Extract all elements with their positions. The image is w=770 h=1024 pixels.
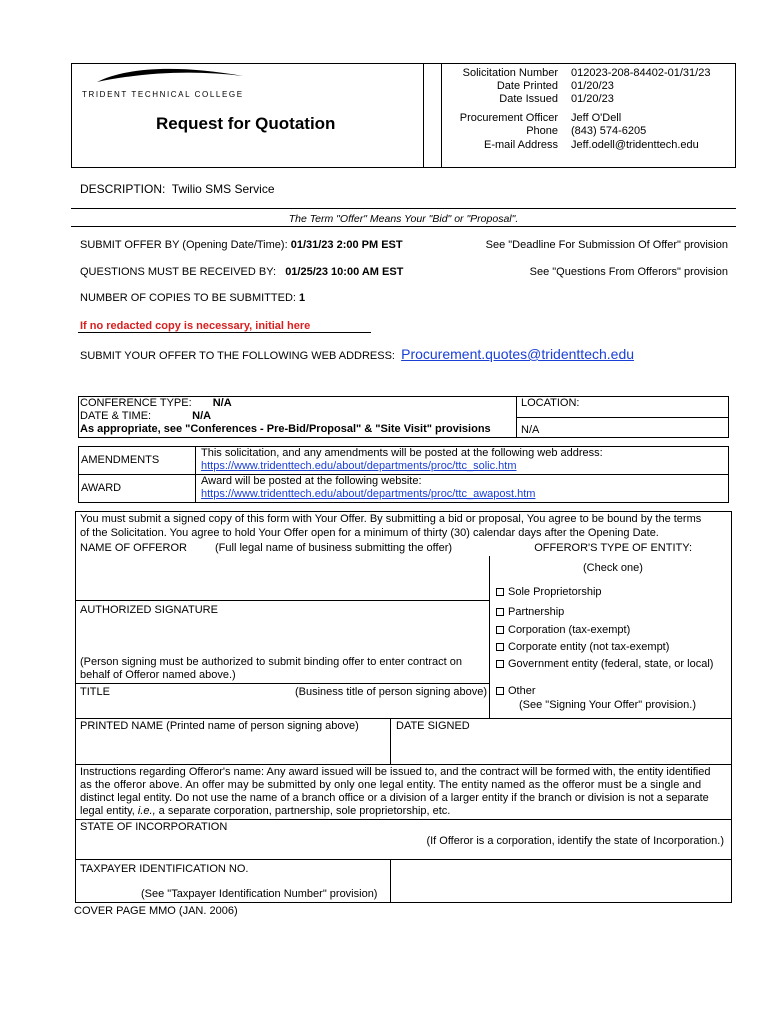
rule [75,859,732,860]
redacted-note: If no redacted copy is necessary, initial here [80,320,311,332]
conference-type-label: CONFERENCE TYPE: [80,397,192,409]
page-title: Request for Quotation [156,114,336,133]
entity-option-corporate-entity[interactable] [496,641,669,654]
copies-label: NUMBER OF COPIES TO BE SUBMITTED: [80,292,296,304]
entity-option-other[interactable] [496,685,536,698]
email-value: Jeff.odell@tridenttech.edu [571,139,699,151]
location-rule [516,417,729,418]
printed-name-field[interactable] [78,734,388,762]
initial-line[interactable] [78,332,371,333]
copies-value: 1 [299,292,306,304]
conference-note: As appropriate, see "Conferences - Pre-Bid/Proposal" & "Site Visit" provisions [80,423,491,435]
questions-deadline [80,266,403,279]
authorized-signature-label: AUTHORIZED SIGNATURE [80,604,218,616]
conference-date-value: N/A [192,410,212,422]
amendments-label: AMENDMENTS [81,454,160,466]
submit-by-label: SUBMIT OFFER BY (Opening Date/Time): [80,239,288,251]
rule [75,718,732,719]
award-text: Award will be posted at the following website: [201,475,422,487]
entity-option-label: Partnership [508,606,565,618]
signature-hint-2: behalf of Offeror named above.) [80,669,236,681]
signed-copy-notice-1: You must submit a signed copy of this form with Your Offer. By submitting a bid or proposal, You agree to be bound by the terms [80,513,702,525]
instructions-post: a separate corporation, partnership, sole proprietorship, etc. [155,805,451,817]
entity-option-government[interactable] [496,658,713,671]
conference-type-value: N/A [212,397,232,409]
taxpayer-label: TAXPAYER IDENTIFICATION NO. [80,863,249,875]
submit-by [80,239,403,252]
instructions-pre: legal entity, [80,805,138,817]
rule [71,226,736,227]
instructions-3: distinct legal entity. Do not use the name of a branch office or a division of a larger entity if the branch or division is not a separate [80,792,709,804]
rule [75,819,732,820]
checkbox-icon [496,626,504,634]
questions-label: QUESTIONS MUST BE RECEIVED BY: [80,266,277,278]
date-printed-value: 01/20/23 [571,80,614,92]
signature-hint-1: (Person signing must be authorized to submit binding offer to enter contract on [80,656,462,668]
entity-option-label: Corporate entity (not tax-exempt) [508,641,670,653]
description [80,183,275,196]
amendments-link[interactable]: https://www.tridenttech.edu/about/departments/proc/ttc_solic.htm [201,460,517,472]
taxpayer-field[interactable] [78,876,388,888]
checkbox-icon [496,643,504,651]
solicitation-number-value: 012023-208-84402-01/31/23 [571,67,711,79]
location-label: LOCATION: [521,397,580,409]
date-signed-label: DATE SIGNED [396,720,470,732]
submit-address [80,348,634,363]
name-of-offeror-label: NAME OF OFFEROR [80,542,187,554]
instructions-italic: i.e., [137,805,156,817]
solicitation-number-label: Solicitation Number [462,67,558,79]
name-of-offeror-field[interactable] [78,556,488,600]
conference-date-label: DATE & TIME: [80,410,152,422]
questions-note: See "Questions From Offerors" provision [529,266,728,278]
rule [75,683,489,684]
submit-address-link[interactable]: Procurement.quotes@tridenttech.edu [401,346,635,362]
state-label: STATE OF INCORPORATION [80,821,228,833]
title-hint: (Business title of person signing above) [295,686,487,698]
date-issued-label: Date Issued [499,93,558,105]
location-value: N/A [521,424,540,436]
instructions-2: as the offeror above. An offer may be submitted by only one legal entity. The entity named as the offeror must be a single and [80,779,702,791]
entity-divider [489,556,490,718]
rule [75,600,489,601]
header-divider-2 [441,63,442,168]
conference-date [80,410,211,423]
date-issued-value: 01/20/23 [571,93,614,105]
instructions-4 [80,805,450,818]
award-link[interactable]: https://www.tridenttech.edu/about/departments/proc/ttc_awapost.htm [201,488,536,500]
checkbox-icon [496,588,504,596]
rule [71,208,736,209]
entity-title: OFFEROR'S TYPE OF ENTITY: [534,542,692,554]
procurement-officer-label: Procurement Officer [459,112,558,124]
state-field[interactable] [78,835,728,857]
entity-option-label: Sole Proprietorship [508,586,602,598]
checkbox-icon [496,660,504,668]
entity-option-partnership[interactable] [496,606,564,619]
description-label: DESCRIPTION: [80,182,166,196]
entity-option-label: Other [508,685,536,697]
amendments-text: This solicitation, and any amendments will be posted at the following web address: [201,447,603,459]
entity-option-label: Corporation (tax-exempt) [508,624,631,636]
entity-option-sole-proprietorship[interactable] [496,586,602,599]
email-label: E-mail Address [484,139,558,151]
printed-name-divider [390,718,391,764]
rule [75,764,732,765]
submit-address-label: SUBMIT YOUR OFFER TO THE FOLLOWING WEB ADDRESS: [80,350,395,362]
copies [80,292,305,305]
title-label: TITLE [80,686,110,698]
instructions-1: Instructions regarding Offeror's name: Any award issued will be issued to, and the contract will be formed with, the entity identified [80,766,711,778]
check-one: (Check one) [583,562,643,574]
signed-copy-notice-2: of the Solicitation. You agree to hold Your Offer open for a minimum of thirty (30) calendar days after the Opening Date. [80,527,659,539]
name-of-offeror-hint: (Full legal name of business submitting the offer) [215,542,453,554]
date-signed-field[interactable] [392,734,487,762]
checkbox-icon [496,608,504,616]
submit-by-value: 01/31/23 2:00 PM EST [290,239,403,251]
taxpayer-hint: (See "Taxpayer Identification Number" provision) [141,888,378,900]
phone-label: Phone [526,125,558,137]
checkbox-icon [496,687,504,695]
submit-by-note: See "Deadline For Submission Of Offer" provision [485,239,728,251]
state-hint: (If Offeror is a corporation, identify the state of Incorporation.) [426,835,724,847]
description-value: Twilio SMS Service [171,182,275,196]
other-note: (See "Signing Your Offer" provision.) [519,699,696,711]
header-divider [423,63,424,168]
college-name: TRIDENT TECHNICAL COLLEGE [82,90,244,99]
date-printed-label: Date Printed [496,80,558,92]
authorized-signature-field[interactable] [78,618,488,654]
conference-type [80,397,232,410]
college-logo [95,66,245,86]
entity-option-label: Government entity (federal, state, or local) [508,658,714,670]
phone-value: (843) 574-6205 [571,125,647,137]
taxpayer-divider [390,859,391,903]
award-label: AWARD [81,482,122,494]
entity-option-corporation-tax-exempt[interactable] [496,624,630,637]
printed-name-label: PRINTED NAME (Printed name of person signing above) [80,720,359,732]
procurement-officer-value: Jeff O'Dell [571,112,622,124]
questions-value: 01/25/23 10:00 AM EST [285,266,404,278]
title-field[interactable] [78,700,488,717]
footer: COVER PAGE MMO (JAN. 2006) [74,905,238,917]
offer-term-note: The Term "Offer" Means Your "Bid" or "Proposal". [288,213,519,225]
